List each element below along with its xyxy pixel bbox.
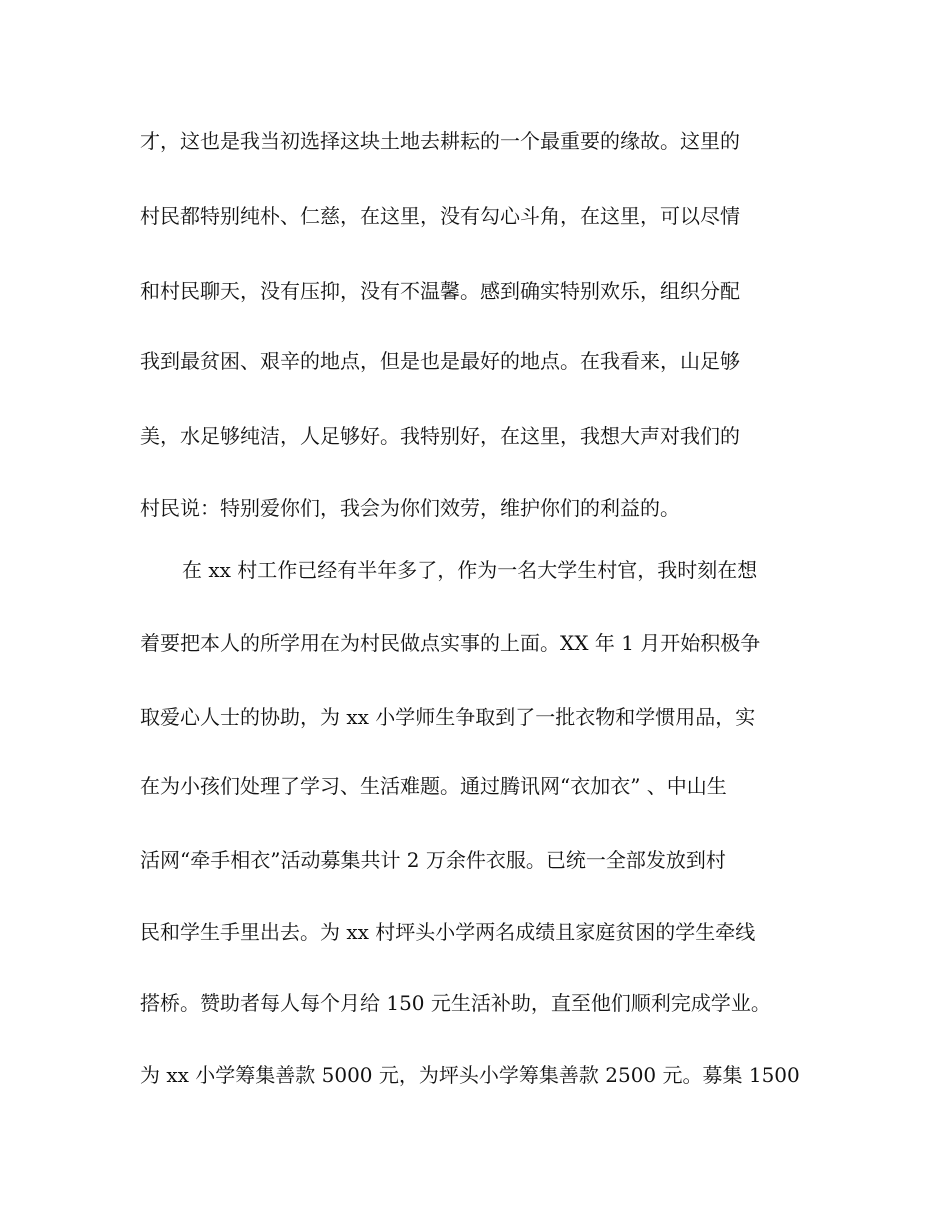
text-line: 美，水足够纯洁，人足够好。我特别好，在这里，我想大声对我们的 xyxy=(140,424,740,448)
text-line: 村民都特别纯朴、仁慈，在这里，没有勾心斗角，在这里，可以尽情 xyxy=(140,204,740,228)
text-line: 搭桥。赞助者每人每个月给 150 元生活补助，直至他们顺利完成学业。 xyxy=(140,991,771,1015)
text-line: 在为小孩们处理了学习、生活难题。通过腾讯网“衣加衣” 、中山生 xyxy=(140,774,727,798)
text-line: 活网“牵手相衣”活动募集共计 2 万余件衣服。已统一全部发放到村 xyxy=(140,848,726,872)
text-line: 村民说：特别爱你们，我会为你们效劳，维护你们的利益的。 xyxy=(140,496,680,520)
text-line: 才，这也是我当初选择这块土地去耕耘的一个最重要的缘故。这里的 xyxy=(140,129,740,153)
text-line: 为 xx 小学筹集善款 5000 元，为坪头小学筹集善款 2500 元。募集 1500 xyxy=(140,1063,800,1087)
text-line: 和村民聊天，没有压抑，没有不温馨。感到确实特别欢乐，组织分配 xyxy=(140,279,740,303)
text-line: 着要把本人的所学用在为村民做点实事的上面。XX 年 1 月开始积极争 xyxy=(140,631,761,655)
text-line: 取爱心人士的协助，为 xx 小学师生争取到了一批衣物和学惯用品，实 xyxy=(140,705,756,729)
text-line: 我到最贫困、艰辛的地点，但是也是最好的地点。在我看来，山足够 xyxy=(140,349,740,373)
text-line: 民和学生手里出去。为 xx 村坪头小学两名成绩且家庭贫困的学生牵线 xyxy=(140,920,756,944)
paragraph-first-line: 在 xx 村工作已经有半年多了，作为一名大学生村官，我时刻在想 xyxy=(182,558,758,582)
